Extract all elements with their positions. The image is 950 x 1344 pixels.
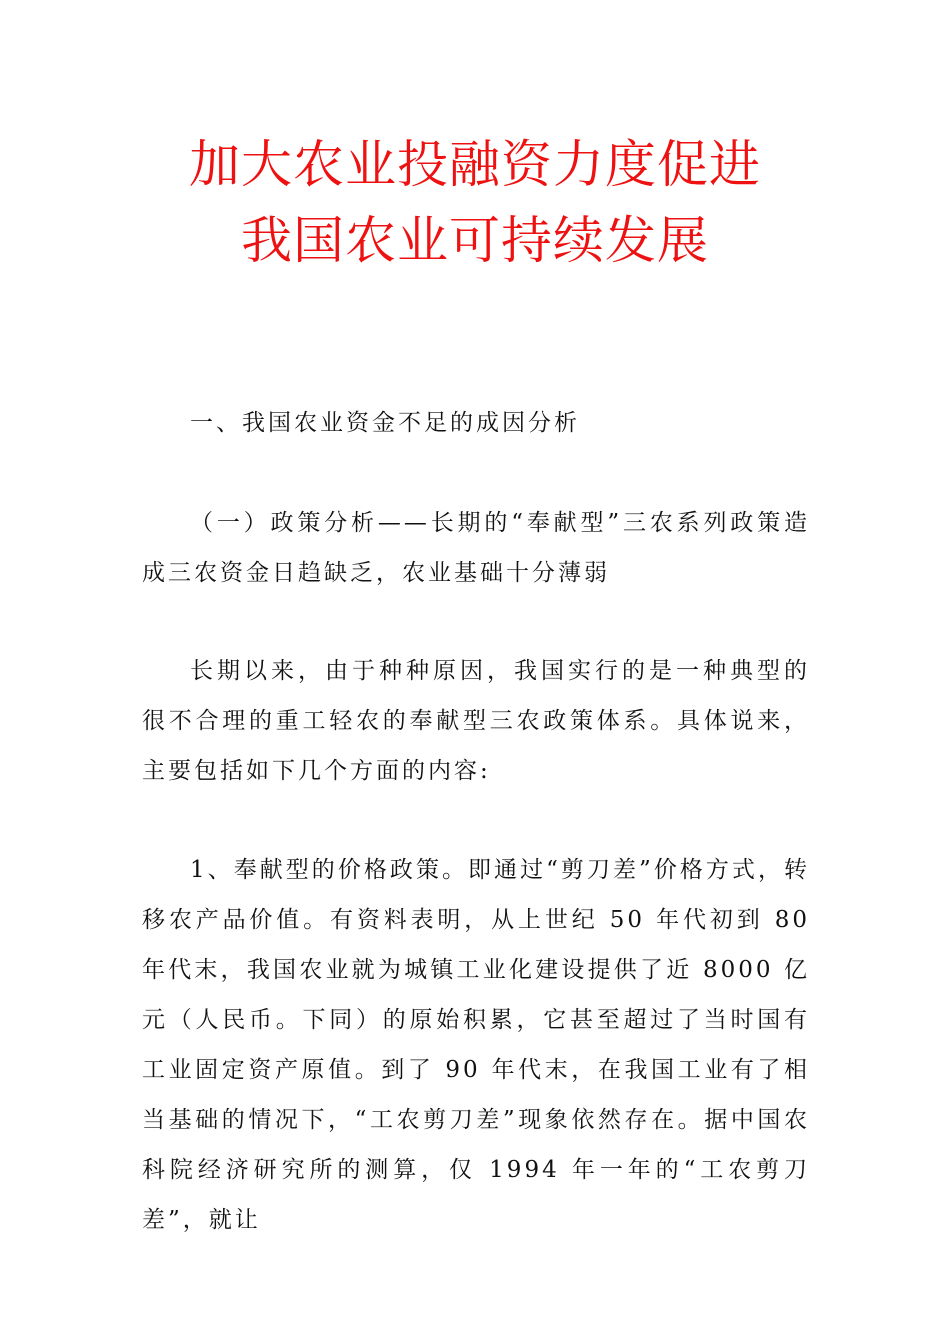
body-paragraph-1: 长期以来，由于种种原因，我国实行的是一种典型的很不合理的重工轻农的奉献型三农政策体系。具体说来，主要包括如下几个方面的内容: — [142, 658, 810, 784]
document-title-line-2: 我国农业可持续发展 — [240, 212, 709, 271]
section-heading: 一、我国农业资金不足的成因分析 — [190, 410, 580, 436]
body-paragraph-2: 1、奉献型的价格政策。即通过“剪刀差”价格方式，转移农产品价值。有资料表明，从上世纪 50 年代初到 80 年代末，我国农业就为城镇工业化建设提供了近 8000 亿元（人民币。下同）的原始积累，它甚至超过了当时国有工业固定资产原值。到了 90 年代末，在我国工业有了相当基础的情况下，“工农剪刀差”现象依然存在。据中国农科院经济研究所的测算，仅 1994 年一年的“工农剪刀差”，就让 — [142, 857, 810, 1233]
subsection-heading: （一）政策分析——长期的“奉献型”三农系列政策造成三农资金日趋缺乏，农业基础十分薄弱 — [142, 510, 810, 586]
document-title-line-1: 加大农业投融资力度促进 — [188, 136, 761, 195]
